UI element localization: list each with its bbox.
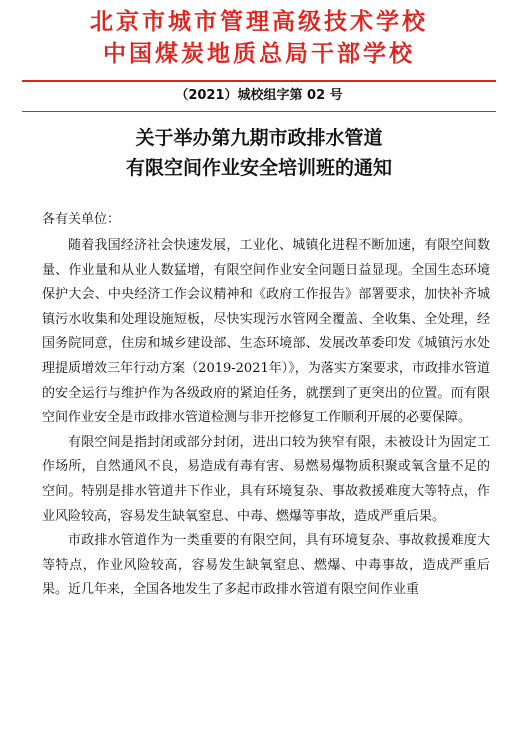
paragraph-1: 随着我国经济社会快速发展，工业化、城镇化进程不断加速，有限空间数量、作业量和从业人数猛增，有限空间作业安全问题日益显现。全国生态环境保护大会、中央经济工作会议精神和《政府工作报告》部署要求，加快补齐城镇污水收集和处理设施短板，尽快实现污水管网全覆盖、全收集、全处理，经国务院同意，住房和城乡建设部、生态环境部、发展改革委印发《城镇污水处理提质增效三年行动方案（2019-2021年）》，为落实方案要求，市政排水管道的安全运行与维护作为各级政府的紧迫任务，就摆到了更突出的位置。而有限空间作业安全是市政排水管道检测与非开挖修复工作顺利开展的必要保障。 [42, 238, 490, 426]
org-name-2: 中国煤炭地质总局干部学校 [103, 41, 415, 67]
paragraph-2: 有限空间是指封闭或部分封闭，进出口较为狭窄有限，未被设计为固定工作场所，自然通风不良，易造成有毒有害、易燃易爆物质积聚或氧含量不足的空间。特别是排水管道井下作业，具有环境复杂、事故救援难度大等特点，作业风险较高，容易发生缺氧窒息、中毒、燃爆等事故，造成严重后果。 [42, 434, 490, 524]
letterhead-rule-top [22, 80, 496, 82]
paragraph-3: 市政排水管道作为一类重要的有限空间，具有环境复杂、事故救援难度大等特点，作业风险较高，容易发生缺氧窒息、燃爆、中毒事故，造成严重后果。近几年来，全国各地发生了多起市政排水管道有限空间作业重 [42, 533, 490, 598]
title-line-2: 有限空间作业安全培训班的通知 [125, 157, 392, 179]
letterhead [0, 6, 518, 70]
title-line-1: 关于举办第九期市政排水管道 [135, 127, 383, 149]
salutation: 各有关单位： [42, 212, 121, 227]
letterhead-rule-bottom [22, 111, 496, 112]
org-name-1: 北京市城市管理高级技术学校 [90, 9, 428, 35]
document-title [0, 123, 518, 183]
document-number: （2021）城校组字第 02 号 [175, 88, 343, 103]
document-body [42, 234, 490, 603]
